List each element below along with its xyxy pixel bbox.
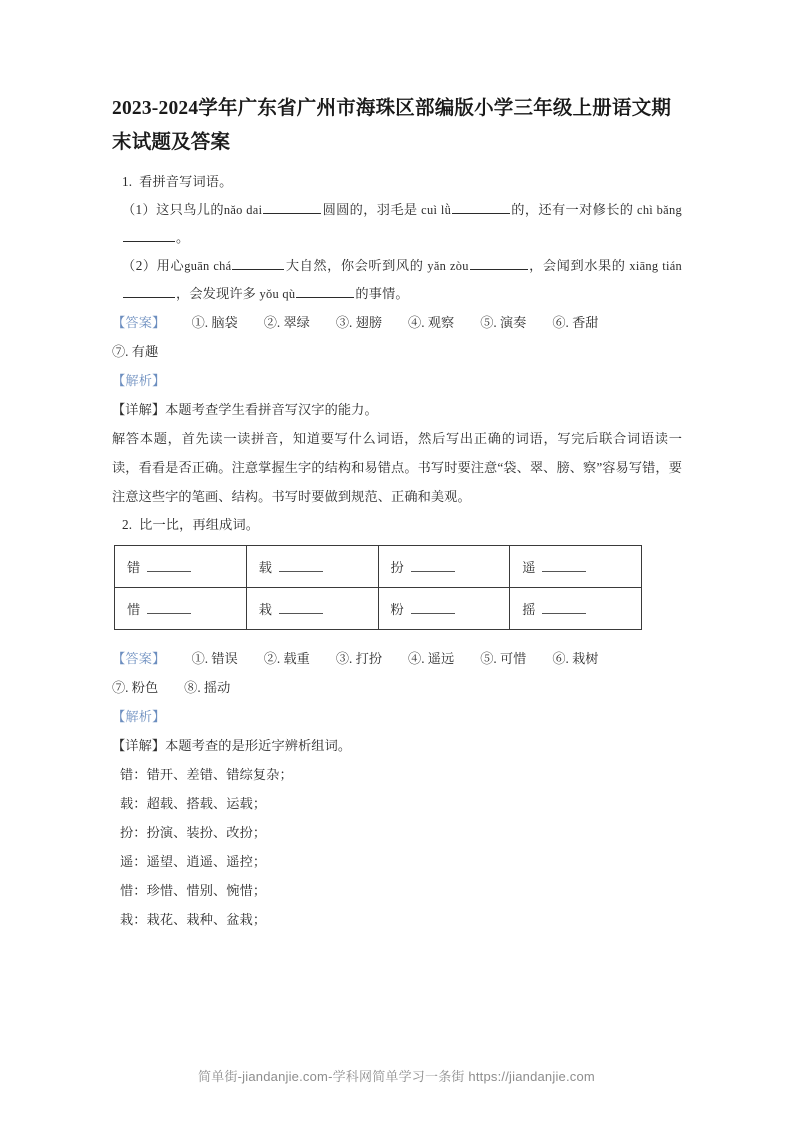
question-2-answer-row-2 — [112, 673, 682, 702]
cell-answer-blank[interactable] — [279, 601, 323, 614]
q1-sub2-mid-3: ，会发现许多 — [176, 286, 257, 301]
q1-sub1-pinyin-1: nǎo dai — [223, 203, 263, 217]
q1-sub1-mid-1: 圆圆的，羽毛是 — [322, 202, 418, 217]
answer-item: ②. 载重 — [263, 651, 310, 666]
table-cell-char: 粉 — [390, 602, 404, 617]
question-1-answer-row-2 — [112, 337, 682, 366]
q1-sub2-prefix: （2）用心 — [122, 258, 185, 273]
question-2-detail-item: 错：错开、差错、错综复杂； — [120, 767, 293, 782]
table-cell-char: 栽 — [258, 602, 272, 617]
answer-item: ③. 打扮 — [335, 651, 383, 666]
answer-item: ④. 遥远 — [408, 651, 455, 666]
question-1-stem — [112, 168, 682, 196]
table-cell[interactable] — [115, 588, 247, 630]
answer-item: ④. 观察 — [408, 315, 455, 330]
answer-blank[interactable] — [470, 257, 528, 270]
table-cell-char: 摇 — [522, 602, 536, 617]
table-cell[interactable] — [378, 588, 510, 630]
question-1-stem-text: 看拼音写词语。 — [139, 174, 233, 189]
q1-sub1-pinyin-2: cuì lǜ — [421, 203, 452, 217]
answer-blank[interactable] — [123, 229, 175, 242]
question-2-detail-item: 惜：珍惜、惜别、惋惜； — [120, 883, 267, 898]
q1-sub2-pinyin-3: xiāng tián — [629, 259, 682, 273]
question-1-sub-1 — [112, 196, 682, 252]
q1-sub2-end: 的事情。 — [355, 286, 409, 301]
answer-blank[interactable] — [263, 201, 321, 214]
answer-blank[interactable] — [452, 201, 510, 214]
question-2-detail-item: 载：超载、搭载、运载； — [120, 796, 267, 811]
cell-answer-blank[interactable] — [542, 559, 586, 572]
answer-item: ⑧. 摇动 — [184, 680, 231, 695]
question-1-number: 1. — [122, 174, 133, 189]
q1-sub1-mid-2: 的，还有一对修长的 — [511, 202, 634, 217]
table-cell[interactable] — [378, 546, 510, 588]
document-content — [112, 92, 682, 934]
q1-sub2-pinyin-4: yǒu qù — [259, 287, 296, 301]
question-2-number: 2. — [122, 517, 133, 532]
cell-answer-blank[interactable] — [147, 601, 191, 614]
question-2-stem-text: 比一比，再组成词。 — [139, 517, 260, 532]
answer-item: ⑥. 香甜 — [552, 315, 599, 330]
answer-item: ②. 翠绿 — [263, 315, 310, 330]
table-cell-char: 错 — [127, 560, 141, 575]
table-cell-char: 惜 — [127, 602, 141, 617]
table-cell-char: 遥 — [522, 560, 536, 575]
q1-sub2-mid-1: 大自然，你会听到风的 — [285, 258, 424, 273]
q1-sub1-end: 。 — [176, 230, 190, 245]
table-cell[interactable] — [246, 588, 378, 630]
question-1-answer-row — [112, 308, 682, 337]
answer-item: ⑤. 可惜 — [480, 651, 527, 666]
cell-answer-blank[interactable] — [411, 559, 455, 572]
answer-item: ①. 错误 — [191, 651, 238, 666]
q1-sub1-pinyin-3: chì bǎng — [637, 203, 682, 217]
footer-watermark: 简单街-jiandanjie.com-学科网简单学习一条街 https://jiandanjie.com — [198, 1069, 595, 1084]
answer-item: ⑦. 有趣 — [112, 344, 159, 359]
answer-item: ⑦. 粉色 — [112, 680, 159, 695]
question-2-detail-head: 【详解】本题考查的是形近字辨析组词。 — [112, 738, 352, 753]
answer-item: ③. 翅膀 — [335, 315, 383, 330]
table-row — [115, 588, 642, 630]
question-1-sub-2 — [112, 252, 682, 308]
cell-answer-blank[interactable] — [279, 559, 323, 572]
answer-label: 【答案】 — [112, 315, 166, 330]
table-cell[interactable] — [510, 588, 642, 630]
table-cell[interactable] — [510, 546, 642, 588]
table-cell[interactable] — [246, 546, 378, 588]
table-cell[interactable] — [115, 546, 247, 588]
table-cell-char: 载 — [258, 560, 272, 575]
q1-sub1-prefix: （1）这只鸟儿的 — [122, 202, 224, 217]
question-1-detail-head: 【详解】本题考查学生看拼音写汉字的能力。 — [112, 402, 378, 417]
table-row — [115, 546, 642, 588]
answer-item: ⑤. 演奏 — [480, 315, 527, 330]
answer-label: 【答案】 — [112, 651, 166, 666]
answer-blank[interactable] — [232, 257, 284, 270]
cell-answer-blank[interactable] — [147, 559, 191, 572]
question-2-answer-row — [112, 644, 682, 673]
table-cell-char: 扮 — [390, 560, 404, 575]
question-2-detail-item: 栽：栽花、栽种、盆栽； — [120, 912, 267, 927]
question-2-stem — [112, 511, 682, 539]
question-2-detail-item: 遥：遥望、逍遥、遥控； — [120, 854, 267, 869]
question-1-detail-body: 解答本题，首先读一读拼音，知道要写什么词语，然后写出正确的词语，写完后联合词语读一读，看看是否正确。注意掌握生字的结构和易错点。书写时要注意“袋、翠、膀、察”容易写错，要注意这些字的笔画、结构。书写时要做到规范、正确和美观。 — [112, 431, 682, 504]
answer-item: ⑥. 栽树 — [552, 651, 599, 666]
cell-answer-blank[interactable] — [542, 601, 586, 614]
q1-sub2-mid-2: ，会闻到水果的 — [528, 258, 626, 273]
answer-item: ①. 脑袋 — [191, 315, 238, 330]
q1-sub2-pinyin-1: guān chá — [184, 259, 232, 273]
question-1-analysis-label: 【解析】 — [112, 373, 166, 388]
page-title: 2023-2024学年广东省广州市海珠区部编版小学三年级上册语文期末试题及答案 — [112, 98, 672, 153]
cell-answer-blank[interactable] — [411, 601, 455, 614]
answer-blank[interactable] — [123, 285, 175, 298]
question-2-analysis-label: 【解析】 — [112, 709, 166, 724]
question-2-table — [114, 545, 642, 630]
answer-blank[interactable] — [296, 285, 354, 298]
q1-sub2-pinyin-2: yǎn zòu — [427, 259, 469, 273]
question-2-detail-item: 扮：扮演、装扮、改扮； — [120, 825, 267, 840]
